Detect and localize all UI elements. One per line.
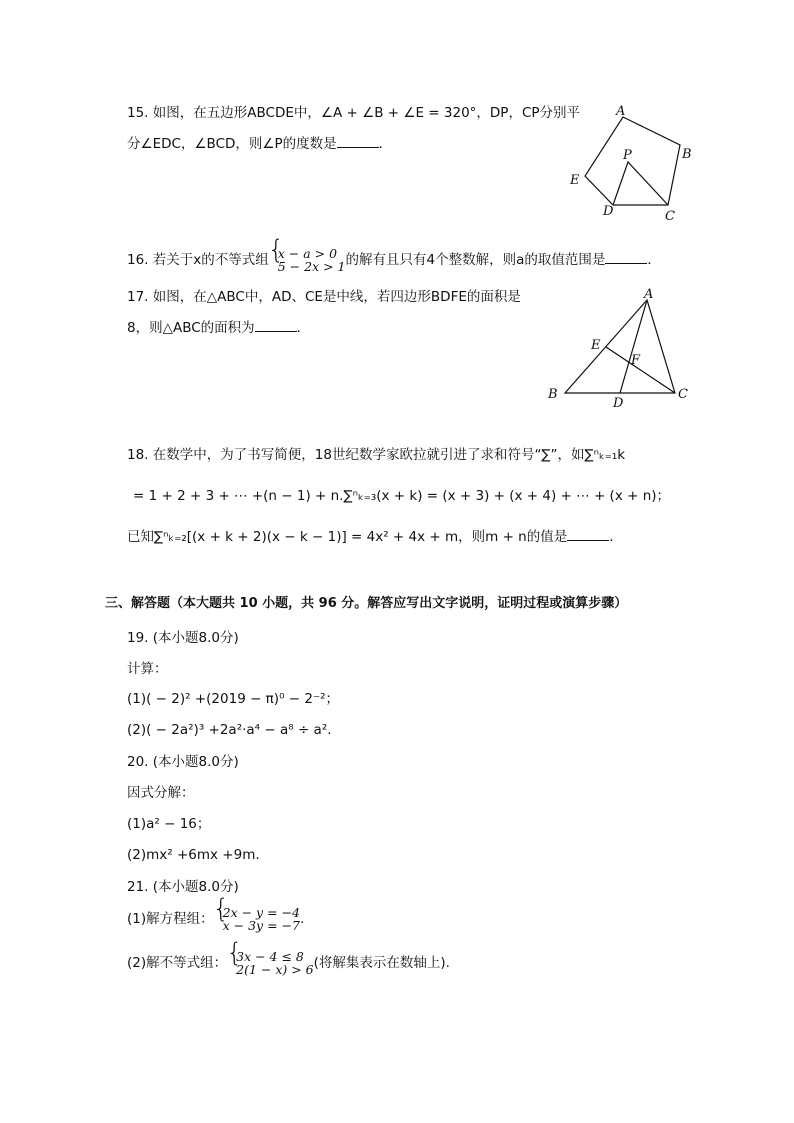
q18-end: ．: [609, 529, 623, 545]
q21-p2-system: [227, 950, 314, 976]
q18-line2: = 1 + 2 + 3 + ⋯ +(n − 1) + n.∑ⁿₖ₌₃(x + k) = (x + 3) + (x + 4) + ⋯ + (x + n)；: [133, 488, 671, 504]
q20-intro: 因式分解：: [127, 785, 195, 801]
label-E: E: [570, 173, 580, 188]
q17-line2: [127, 319, 310, 337]
label-B: B: [682, 147, 692, 162]
q21-p1-row2: x − 3y = −7: [222, 918, 300, 933]
q21-part1: [127, 906, 304, 932]
q17-line1: 17. 如图，在△ABC中，AD、CE是中线，若四边形BDFE的面积是: [127, 289, 521, 305]
q16-system: [269, 247, 346, 273]
q16-pre: 16. 若关于x的不等式组: [127, 252, 269, 268]
label-D: D: [603, 204, 614, 219]
q19-intro: 计算：: [127, 661, 168, 677]
q15-line2: [127, 135, 392, 153]
q18-line1: 18. 在数学中，为了书写简便，18世纪数学家欧拉就引进了求和符号“∑”，如∑ⁿₖ₌₁k: [127, 447, 626, 463]
q20-head: 20. (本小题8.0分): [127, 754, 239, 770]
q17-end: ．: [296, 320, 311, 336]
label-E: E: [591, 338, 601, 353]
answer-blank: [337, 135, 379, 148]
q17-line2-text: 8，则△ABC的面积为: [127, 320, 255, 336]
label-C: C: [678, 387, 688, 402]
q16-end: ．: [647, 252, 661, 268]
q19-part2: (2)( − 2a²)³ +2a²·a⁴ − a⁸ ÷ a².: [127, 722, 332, 738]
q21-p2-pre: (2)解不等式组：: [127, 955, 228, 971]
answer-blank: [605, 251, 647, 264]
q21-p2-row1: { 3x − 4 ≤ 8: [236, 949, 304, 964]
angle-bisectors: [613, 162, 668, 205]
label-F: F: [631, 353, 641, 368]
q18-line3: [127, 528, 623, 546]
q19-head: 19. (本小题8.0分): [127, 630, 239, 646]
pentagon-figure: [560, 100, 700, 225]
label-C: C: [665, 209, 675, 224]
q19-part1: (1)( − 2)² +(2019 − π)⁰ − 2⁻²；: [127, 691, 339, 707]
answer-blank: [567, 528, 609, 541]
q16-sys-row1: { x − a > 0: [277, 246, 338, 261]
q21-p1-pre: (1)解方程组：: [127, 911, 214, 927]
q21-head: 21. (本小题8.0分): [127, 879, 239, 895]
label-A: A: [644, 287, 654, 302]
q15-line1: 15. 如图，在五边形ABCDE中，∠A + ∠B + ∠E = 320°，DP，CP分别平: [127, 105, 581, 121]
q15-line2-text: 分∠EDC，∠BCD，则∠P的度数是: [127, 136, 337, 152]
q15-end: ．: [378, 136, 393, 152]
q21-part2: [127, 950, 450, 976]
q21-p1-end: .: [299, 911, 305, 927]
triangle-shape: [565, 300, 675, 393]
q21-p1-row1: { 2x − y = −4: [222, 905, 300, 920]
q21-p1-system: [214, 906, 300, 932]
triangle-figure: [540, 285, 700, 410]
q20-part2: (2)mx² +6mx +9m.: [127, 847, 260, 863]
q21-p2-post: (将解集表示在数轴上).: [313, 955, 450, 971]
q21-p2-row2: 2(1 − x) > 6: [236, 962, 314, 977]
q16-post: 的解有且只有4个整数解，则a的取值范围是: [345, 252, 606, 268]
label-B: B: [548, 387, 558, 402]
answer-blank: [255, 319, 297, 332]
label-A: A: [616, 104, 626, 119]
q16-sys-row2: 5 − 2x > 1: [277, 259, 346, 274]
q20-part1: (1)a² − 16；: [127, 816, 211, 832]
label-D: D: [613, 396, 624, 410]
pentagon-shape: [585, 117, 680, 205]
median-CE: [606, 347, 675, 393]
q16-line: [127, 247, 661, 273]
median-AD: [620, 300, 647, 393]
section-heading: 三、解答题（本大题共 10 小题，共 96 分。解答应写出文字说明，证明过程或演算步骤）: [105, 596, 628, 611]
label-P: P: [623, 148, 632, 163]
q18-line3-text: 已知∑ⁿₖ₌₂[(x + k + 2)(x − k − 1)] = 4x² + 4x + m，则m + n的值是: [127, 529, 568, 545]
